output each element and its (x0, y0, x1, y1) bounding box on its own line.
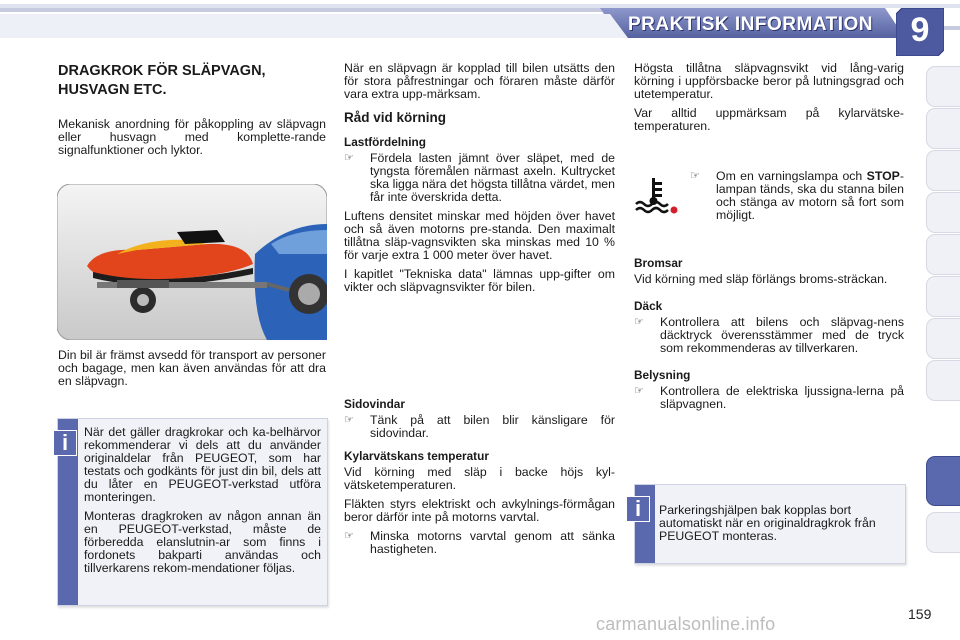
info-icon: i (626, 496, 650, 522)
pointing-hand-icon: ☞ (344, 152, 354, 164)
intro-text: När en släpvagn är kopplad till bilen utsätts den för stora påfrestningar och föraren måste därför vara extra upp-märksam. (344, 61, 615, 101)
body-text: Luftens densitet minskar med höjden över havet och så även motorns pre-standa. Den maximalt tillåtna släp-vagnsvikten ska minskas med 10 % för varje extra 1 000 meter över havet. (344, 209, 615, 262)
bullet-item (344, 414, 615, 440)
bullet-text (716, 170, 904, 222)
bullet-text: Kontrollera att bilens och släpvag-nens däcktryck överensstämmer med de tryck som rekommenderas av tillverkaren. (660, 315, 904, 355)
chapter-tab[interactable] (926, 108, 960, 149)
subsection-title: Sidovindar (344, 397, 405, 411)
column-left-lower (58, 349, 326, 394)
chapter-tab[interactable] (926, 512, 960, 553)
bullet-text: Minska motorns varvtal genom att sänka hastigheten. (370, 529, 615, 556)
body-text: Var alltid uppmärksam på kylarvätske-temperaturen. (634, 106, 904, 133)
info-box-right (634, 484, 906, 564)
warning-bullet (690, 170, 904, 228)
warning-text-post: -lampan tänds, ska du stanna bilen och stänga av motorn så fort som möjligt. (716, 169, 904, 222)
chapter-tab[interactable] (926, 318, 960, 359)
bullet-item (690, 170, 904, 222)
section-title: DRAGKROK FÖR SLÄPVAGN, HUSVAGN ETC. (58, 63, 266, 98)
column-left (58, 62, 326, 163)
column-right-lower (634, 257, 904, 417)
bullet-text: Tänk på att bilen blir känsligare för sidovindar. (370, 413, 615, 440)
pointing-hand-icon: ☞ (690, 170, 700, 182)
subsection-title: Däck (634, 299, 663, 313)
section-title: Råd vid körning (344, 110, 447, 125)
bullet-text: Fördela lasten jämnt över släpet, med de tyngsta föremålen närmast axeln. Kultrycket ska ligga nära det högsta tillåtna värdet, men får inte överskrida detta. (370, 151, 615, 204)
subsection-title: Belysning (634, 368, 691, 382)
body-text: Vid körning med släp förlängs broms-sträckan. (634, 272, 888, 286)
chapter-number: 9 (910, 11, 930, 49)
pointing-hand-icon: ☞ (634, 316, 644, 328)
trailer-jetski-illustration (57, 184, 327, 340)
chapter-tab[interactable] (926, 192, 960, 233)
column-middle (344, 62, 615, 300)
intro-text: Mekanisk anordning för påkoppling av släpvagn eller husvagn med komplette-rande signalfunktioner och lyktor. (58, 117, 326, 157)
info-paragraph: När det gäller dragkrokar och ka-belhärvor rekommenderar vi dels att du använder originaldelar från PEUGEOT, som har testats och godkänts för just din bil, dels att du låter en PEUGEOT-verkstad utföra monteringen. (84, 425, 321, 504)
bullet-item (344, 530, 615, 556)
chapter-tab[interactable] (926, 66, 960, 107)
info-box-text (659, 504, 899, 549)
bullet-text: Kontrollera de elektriska ljussigna-lerna på släpvagnen. (660, 384, 904, 411)
chapter-tab-active[interactable] (926, 456, 960, 506)
chapter-tabs (926, 66, 960, 576)
info-paragraph: Monteras dragkroken av någon annan än en PEUGEOT-verkstad, måste de förberedda elanslutnin-ar som finns i fordonets bakparti användas och tillverkarens rekom-mendationer följas. (84, 509, 321, 575)
subsection-title: Kylarvätskans temperatur (344, 449, 489, 463)
subsection-title: Bromsar (634, 256, 683, 270)
warning-text-pre: Om en varningslampa och (716, 169, 863, 183)
bullet-item (634, 385, 904, 411)
coolant-temperature-icon (634, 176, 680, 216)
body-text: I kapitlet "Tekniska data" lämnas upp-gifter om vikter och släpvagnsvikter för bilen. (344, 267, 615, 294)
page-number: 159 (908, 606, 932, 622)
body-text: Vid körning med släp i backe höjs kyl-vätsketemperaturen. (344, 465, 615, 492)
bullet-item (634, 316, 904, 355)
watermark: carmanualsonline.info (596, 614, 776, 634)
chapter-tab[interactable] (926, 360, 960, 401)
column-middle-lower (344, 398, 615, 562)
pointing-hand-icon: ☞ (344, 530, 354, 542)
usage-text: Din bil är främst avsedd för transport av personer och bagage, men kan även användas för att dra en släpvagn. (58, 348, 326, 388)
column-right (634, 62, 904, 139)
stop-label: STOP (866, 169, 900, 183)
info-box-text (84, 426, 321, 581)
pointing-hand-icon: ☞ (634, 385, 644, 397)
chapter-tab[interactable] (926, 276, 960, 317)
info-icon: i (53, 430, 77, 456)
body-text: Högsta tillåtna släpvagnsvikt vid lång-varig körning i uppförsbacke beror på lutningsgrad och utetemperatur. (634, 61, 904, 101)
page-header-title: PRAKTISK INFORMATION (628, 14, 874, 35)
subsection-title: Lastfördelning (344, 135, 426, 149)
pointing-hand-icon: ☞ (344, 414, 354, 426)
info-paragraph: Parkeringshjälpen bak kopplas bort automatiskt när en originaldragkrok från PEUGEOT monteras. (659, 503, 876, 543)
body-text: Fläkten styrs elektriskt och avkylnings-förmågan beror därför inte på motorns varvtal. (344, 497, 615, 524)
bullet-item (344, 152, 615, 204)
chapter-tab[interactable] (926, 150, 960, 191)
info-box-left (57, 418, 328, 606)
chapter-tab[interactable] (926, 234, 960, 275)
